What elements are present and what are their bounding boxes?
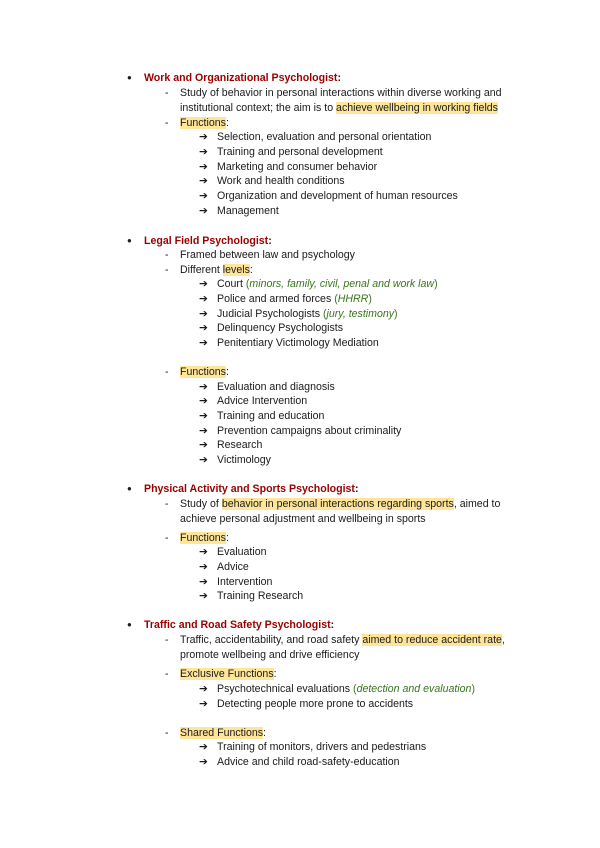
list-item: Intervention	[217, 576, 273, 588]
description-line: institutional context; the aim is to achieve wellbeing in working fields	[180, 102, 498, 114]
section-title: Legal Field Psychologist:	[144, 235, 272, 247]
list-item: Work and health conditions	[217, 175, 345, 187]
bullet-icon: ●	[127, 484, 132, 493]
list-item: Advice	[217, 561, 249, 573]
arrow-icon: ➔	[199, 146, 208, 158]
arrow-icon: ➔	[199, 561, 208, 573]
list-item: Delinquency Psychologists	[217, 322, 344, 334]
section-title: Traffic and Road Safety Psychologist:	[144, 619, 335, 631]
list-item: Psychotechnical evaluations (detection and evaluation)	[217, 683, 475, 695]
functions-label: Functions:	[180, 366, 229, 378]
functions-label: Functions:	[180, 117, 229, 129]
arrow-icon: ➔	[199, 454, 208, 466]
description-line: Study of behavior in personal interactions within diverse working and	[180, 87, 502, 99]
arrow-icon: ➔	[199, 741, 208, 753]
list-item: Advice Intervention	[217, 395, 308, 407]
arrow-icon: ➔	[199, 381, 208, 393]
arrow-icon: ➔	[199, 161, 208, 173]
arrow-icon: ➔	[199, 576, 208, 588]
arrow-icon: ➔	[199, 205, 208, 217]
description-line: promote wellbeing and drive efficiency	[180, 649, 360, 661]
dash-marker: -	[165, 634, 169, 646]
arrow-icon: ➔	[199, 590, 208, 602]
list-item: Judicial Psychologists (jury, testimony)	[217, 308, 398, 320]
dash-marker: -	[165, 249, 169, 261]
dash-marker: -	[165, 498, 169, 510]
list-item: Training Research	[217, 590, 304, 602]
list-item: Detecting people more prone to accidents	[217, 698, 414, 710]
arrow-icon: ➔	[199, 698, 208, 710]
list-item: Training and education	[217, 410, 325, 422]
dash-marker: -	[165, 87, 169, 99]
list-item: Evaluation and diagnosis	[217, 381, 335, 393]
list-item: Training of monitors, drivers and pedestrians	[217, 741, 427, 753]
dash-marker: -	[165, 264, 169, 276]
list-item: Research	[217, 439, 263, 451]
arrow-icon: ➔	[199, 278, 208, 290]
section-title: Work and Organizational Psychologist:	[144, 72, 341, 84]
list-item: Training and personal development	[217, 146, 383, 158]
list-item: Prevention campaigns about criminality	[217, 425, 402, 437]
arrow-icon: ➔	[199, 395, 208, 407]
arrow-icon: ➔	[199, 322, 208, 334]
dash-marker: -	[165, 532, 169, 544]
list-item: Police and armed forces (HHRR)	[217, 293, 372, 305]
levels-label: Different levels:	[180, 264, 253, 276]
description-line: achieve personal adjustment and wellbeing in sports	[180, 513, 426, 525]
shared-functions-label: Shared Functions:	[180, 727, 266, 739]
bullet-icon: ●	[127, 236, 132, 245]
list-item: Organization and development of human resources	[217, 190, 458, 202]
list-item: Victimology	[217, 454, 271, 466]
highlight-text: achieve wellbeing in working fields	[336, 102, 498, 114]
list-item: Selection, evaluation and personal orientation	[217, 131, 432, 143]
exclusive-functions-label: Exclusive Functions:	[180, 668, 277, 680]
arrow-icon: ➔	[199, 131, 208, 143]
arrow-icon: ➔	[199, 546, 208, 558]
list-item: Court (minors, family, civil, penal and work law)	[217, 278, 438, 290]
list-item: Penitentiary Victimology Mediation	[217, 337, 379, 349]
list-item: Evaluation	[217, 546, 267, 558]
highlight-text: behavior in personal interactions regarding sports	[221, 498, 454, 510]
arrow-icon: ➔	[199, 425, 208, 437]
dash-marker: -	[165, 117, 169, 129]
arrow-icon: ➔	[199, 175, 208, 187]
bullet-icon: ●	[127, 73, 132, 82]
dash-marker: -	[165, 366, 169, 378]
list-item: Marketing and consumer behavior	[217, 161, 378, 173]
arrow-icon: ➔	[199, 293, 208, 305]
functions-label: Functions:	[180, 532, 229, 544]
description-line: Framed between law and psychology	[180, 249, 355, 261]
description-line: Study of behavior in personal interactions regarding sports, aimed to	[180, 498, 501, 510]
arrow-icon: ➔	[199, 439, 208, 451]
arrow-icon: ➔	[199, 683, 208, 695]
section-title: Physical Activity and Sports Psychologist:	[144, 483, 359, 495]
description-line: Traffic, accidentability, and road safety aimed to reduce accident rate,	[180, 634, 505, 646]
dash-marker: -	[165, 668, 169, 680]
arrow-icon: ➔	[199, 410, 208, 422]
list-item: Advice and child road-safety-education	[217, 756, 400, 768]
arrow-icon: ➔	[199, 308, 208, 320]
arrow-icon: ➔	[199, 756, 208, 768]
bullet-icon: ●	[127, 620, 132, 629]
list-item: Management	[217, 205, 279, 217]
highlight-text: aimed to reduce accident rate	[362, 634, 502, 646]
arrow-icon: ➔	[199, 337, 208, 349]
dash-marker: -	[165, 727, 169, 739]
arrow-icon: ➔	[199, 190, 208, 202]
